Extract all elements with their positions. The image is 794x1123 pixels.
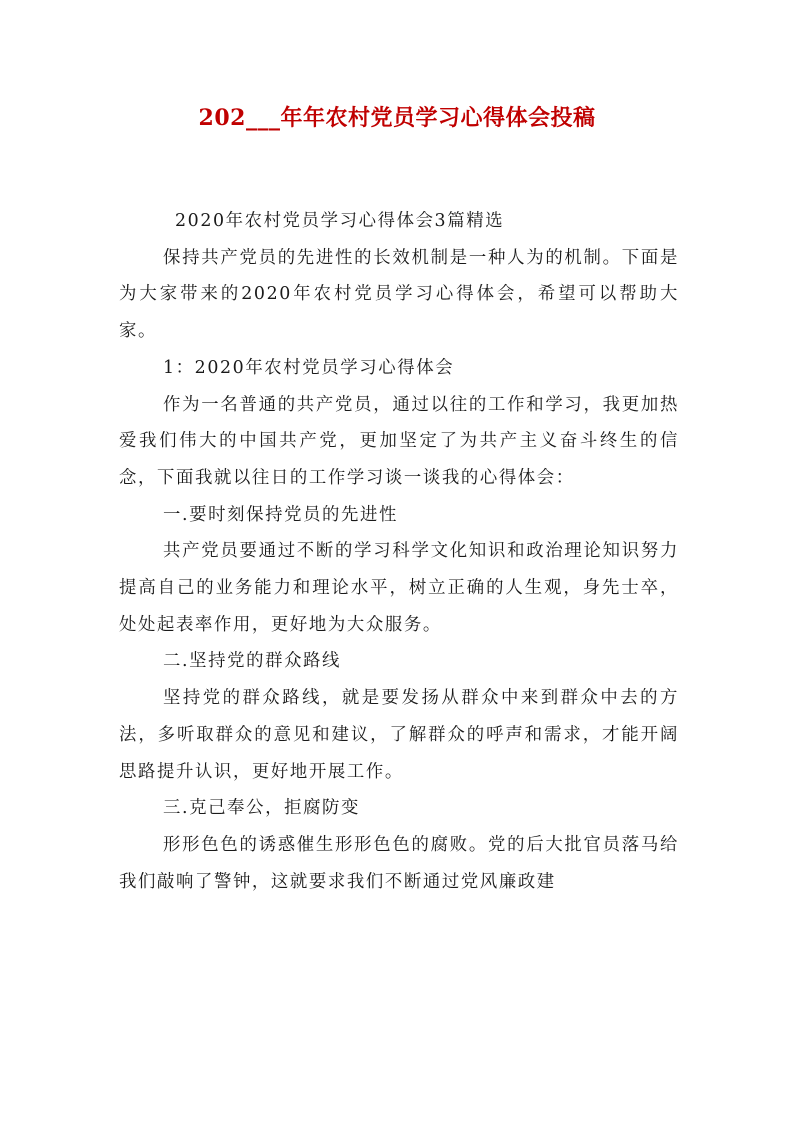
body-paragraph: 作为一名普通的共产党员，通过以往的工作和学习，我更加热爱我们伟大的中国共产党，更加坚定了为共产主义奋斗终生的信念，下面我就以往日的工作学习谈一谈我的心得体会：	[119, 394, 679, 488]
page-title: 202___年年农村党员学习心得体会投稿	[198, 105, 596, 131]
point-heading-3: 三.克己奉公，拒腐防变	[163, 798, 361, 819]
body-paragraph: 共产党员要通过不断的学习科学文化知识和政治理论知识努力提高自己的业务能力和理论水平，树立正确的人生观，身先士卒，处处起表率作用，更好地为大众服务。	[119, 541, 679, 635]
intro-paragraph: 保持共产党员的先进性的长效机制是一种人为的机制。下面是为大家带来的2020年农村党员学习心得体会，希望可以帮助大家。	[119, 247, 679, 342]
subtitle: 2020年农村党员学习心得体会3篇精选	[175, 211, 505, 231]
point-heading-2: 二.坚持党的群众路线	[163, 651, 342, 672]
point-heading-1: 一.要时刻保持党员的先进性	[163, 504, 399, 525]
body-paragraph: 形形色色的诱惑催生形形色色的腐败。党的后大批官员落马给我们敲响了警钟，这就要求我们不断通过党风廉政建	[119, 834, 679, 892]
document-body	[119, 203, 679, 900]
body-paragraph: 坚持党的群众路线，就是要发扬从群众中来到群众中去的方法，多听取群众的意见和建议，了解群众的呼声和需求，才能开阔思路提升认识，更好地开展工作。	[119, 688, 679, 782]
section-heading: 1：2020年农村党员学习心得体会	[163, 357, 455, 378]
